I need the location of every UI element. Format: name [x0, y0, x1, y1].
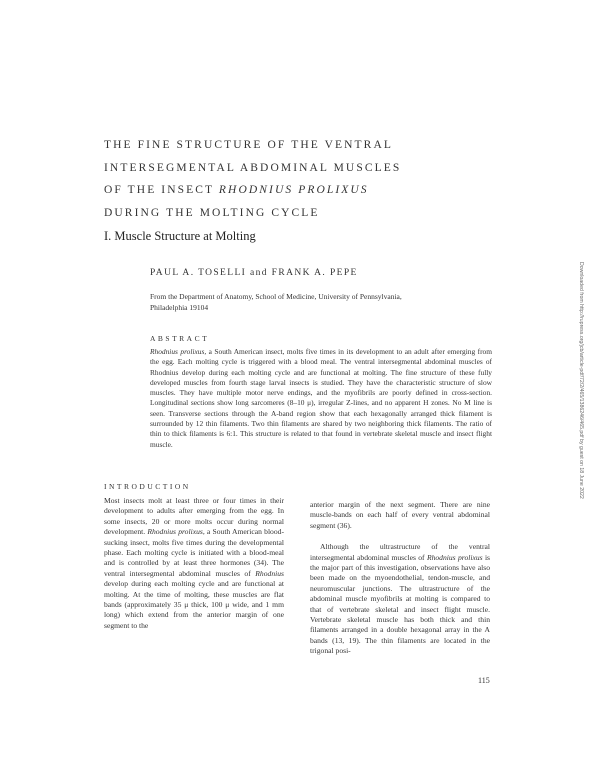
abstract-text: a South American insect, molts five times in its development to an adult after emerging from the egg. Each molting cycle is triggered with a blood meal. The ventral intersegmental abdominal muscles of Rhodnius develop during each molting cycle and are functional at molting. The fine structure of these fully developed muscles from fourth stage larval insects is studied. They have the characteristic structure of slow muscles. They have multiple motor nerve endings, and the myofibrils are poorly defined in cross-section. Longitudinal sections show long sarcomeres (8–10 μ), irregular Z-lines, and no apparent H zones. No M line is seen. Transverse sections through the A-band region show that each hexagonally arranged thick filament is surrounded by 12 thin filaments. Two thin filaments are shared by two neighboring thick filaments. The ratio of thin to thick filaments is 6:1. This structure is related to that found in vertebrate skeletal muscle and insect flight muscle.: [150, 347, 492, 449]
title-line-3: [104, 179, 434, 202]
intro-text-c: develop during each molting cycle and are functional at molting. At the time of molting, these muscles are flat bands (approximately 35 μ thick, 100 μ wide, and 1 mm long) which extend from the anterior margin of one segment to the: [104, 579, 284, 630]
abstract-heading: ABSTRACT: [150, 334, 210, 343]
title-line-4: DURING THE MOLTING CYCLE: [104, 206, 320, 219]
title-line-1: THE FINE STRUCTURE OF THE VENTRAL: [104, 139, 393, 151]
abstract-body: [150, 347, 492, 450]
title-line-3-prefix: OF THE INSECT: [104, 184, 219, 196]
page-number: 115: [478, 676, 490, 685]
intro-species-a: Rhodnius prolixus,: [147, 527, 205, 537]
authors: PAUL A. TOSELLI and FRANK A. PEPE: [150, 268, 358, 278]
intro-paragraph-1: [104, 496, 284, 631]
title-line-2: INTERSEGMENTAL ABDOMINAL MUSCLES: [104, 161, 402, 174]
introduction-left-column: [104, 496, 284, 631]
title-species-name: RHODNIUS PROLIXUS: [218, 184, 369, 196]
intro-species-c: Rhodnius prolixus: [426, 552, 483, 562]
download-watermark-text: Downloaded from http://rupress.org/jcb/article-pdf/72/2/465/1386246/465.pdf by guest on 18 June 2022: [578, 262, 584, 499]
intro-species-b: Rhodnius: [255, 568, 284, 578]
intro-text-b: a South American blood-sucking insect, molts five times during the developmental phase. Each molting cycle is initiated with a blood-meal and is controlled by at least three hormones (34). The ventral intersegmental abdominal muscles of: [104, 527, 284, 578]
intro-text-e: is the major part of this investigation, observations have also been made on the myoendothelial, tendon-muscle, and neuromuscular junctions. The ultrastructure of the abdominal muscle myofibrils at molting is compared to that of vertebrate skeletal and insect flight muscle. Vertebrate skeletal muscle has both thick and thin filaments arranged in a double hexagonal array in the A bands (13, 19). The thin filaments are located in the trigonal posi-: [310, 552, 491, 656]
introduction-heading: INTRODUCTION: [104, 482, 191, 491]
intro-paragraph-2: [310, 542, 490, 656]
affiliation: From the Department of Anatomy, School of Medicine, University of Pennsylvania, Philadelphia 19104: [150, 292, 402, 312]
intro-text-a: Most insects molt at least three or four times in their development to adults after emerging from the egg. In some insects, 20 or more molts occur during normal development.: [104, 496, 284, 537]
article-title: [104, 134, 434, 224]
intro-paragraph-continued: anterior margin of the next segment. There are nine muscle-bands on each half of every ventral abdominal segment (36).: [310, 500, 490, 530]
introduction-right-column: [310, 500, 490, 657]
intro-text-d: Although the ultrastructure of the ventral intersegmental abdominal muscles of: [310, 542, 490, 562]
article-subtitle: I. Muscle Structure at Molting: [104, 229, 256, 243]
abstract-species: Rhodnius prolixus,: [150, 347, 207, 356]
download-watermark: [574, 262, 582, 632]
